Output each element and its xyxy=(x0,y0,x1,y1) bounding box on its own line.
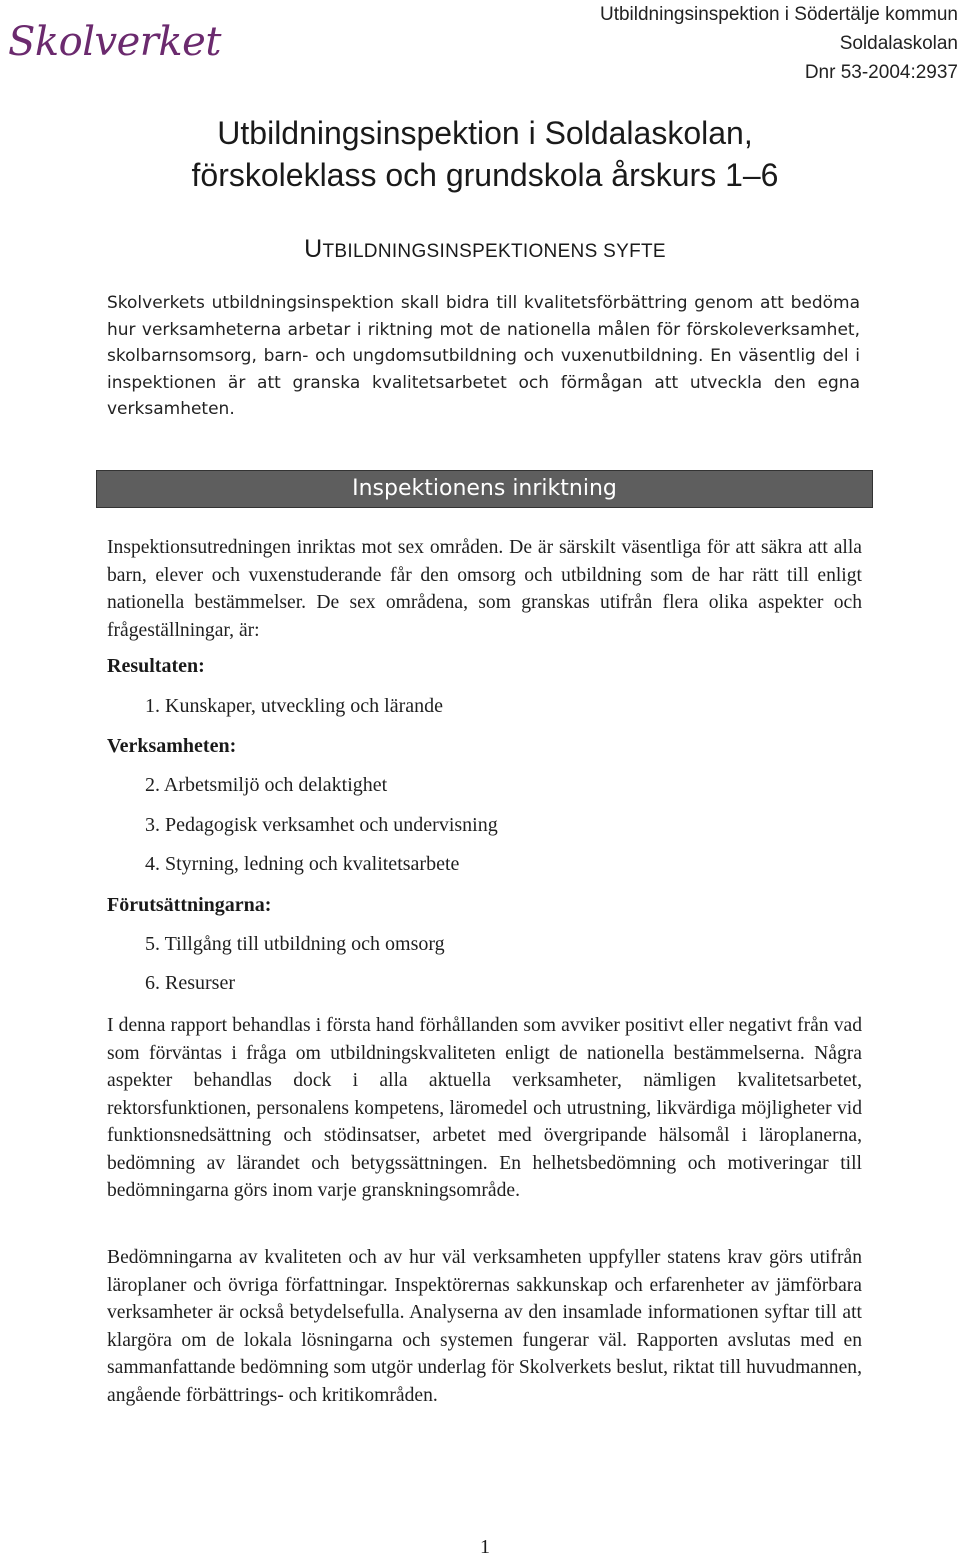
page-title xyxy=(0,112,960,196)
document-meta xyxy=(600,0,958,87)
section-body: Skolverkets utbildningsinspektion skall bidra till kvalitetsförbättring genom att bedöma hur verksamheterna arbetar i riktning mot de nationella målen för förskoleverksamhet, skolbarnsomsorg, barn- och ungdomsutbildning och vuxenutbildning. En väsentlig del i inspektionen är att granska kvalitetsarbetet och förmågan att utveckla den egna verksamheten. xyxy=(107,293,860,420)
category-label: Förutsättningarna: xyxy=(107,894,272,916)
list-item: 6. Resurser xyxy=(145,972,235,994)
list-item: 1. Kunskaper, utveckling och lärande xyxy=(145,695,443,717)
category-label: Resultaten: xyxy=(107,655,205,677)
meta-school-line: Soldalaskolan xyxy=(839,33,958,54)
section-banner: Inspektionens inriktning xyxy=(96,470,873,508)
skolverket-logo: Skolverket xyxy=(8,19,221,65)
list-item: 2. Arbetsmiljö och delaktighet xyxy=(145,774,388,796)
list-item: 3. Pedagogisk verksamhet och undervisning xyxy=(145,814,498,836)
section-heading-initial: U xyxy=(304,235,323,263)
category-label: Verksamheten: xyxy=(107,735,237,757)
section-heading xyxy=(0,235,960,264)
meta-inspection-line: Utbildningsinspektion i Södertälje kommun xyxy=(599,4,958,25)
assessment-paragraph: Bedömningarna av kvaliteten och av hur väl verksamheten uppfyller statens krav görs utifrån läroplaner och övriga författningar. Inspektörernas sakkunskap och erfarenheter av jämförbara verksamheter är också betydelsefulla. Analyserna av den insamlade informationen syftar till att klargöra om de lokala lösningarna och systemen fungerar väl. Rapporten avslutas med en sammanfattande bedömning som utgör underlag för Skolverkets beslut, riktat till huvudmannen, angående förbättrings- och kritikområden. xyxy=(107,1247,862,1406)
report-paragraph: I denna rapport behandlas i första hand förhållanden som avviker positivt eller negativt från vad som förväntas i fråga om utbildningskvaliteten enligt de nationella bestämmelserna. Några aspekter behandlas dock i alla aktuella verksamheter, nämligen kvalitetsarbetet, rektorsfunktionen, personalens kompetens, läromedel och utrustning, likvärdiga möjligheter vid funktionsnedsättning och stödinsatser, arbetet med övergripande hälsomål i läroplanerna, bedömning av lärandet och betygssättningen. En helhetsbedömning och motiveringar till bedömningarna görs inom varje granskningsområde. xyxy=(107,1015,862,1201)
meta-dnr-line: Dnr 53-2004:2937 xyxy=(804,62,958,83)
list-item: 4. Styrning, ledning och kvalitetsarbete xyxy=(145,853,460,875)
page-number: 1 xyxy=(480,1536,490,1558)
title-line-2: förskoleklass och grundskola årskurs 1–6 xyxy=(191,157,779,193)
list-item: 5. Tillgång till utbildning och omsorg xyxy=(145,933,445,955)
section-heading-rest: TBILDNINGSINSPEKTIONENS SYFTE xyxy=(322,241,666,262)
intro-paragraph: Inspektionsutredningen inriktas mot sex områden. De är särskilt väsentliga för att säkra att alla barn, elever och vuxenstuderande får den omsorg och utbildning som de har rätt till enligt nationella bestämmelser. De sex områdena, som granskas utifrån flera olika aspekter och frågeställningar, är: xyxy=(107,537,862,641)
title-line-1: Utbildningsinspektion i Soldalaskolan, xyxy=(217,115,753,151)
